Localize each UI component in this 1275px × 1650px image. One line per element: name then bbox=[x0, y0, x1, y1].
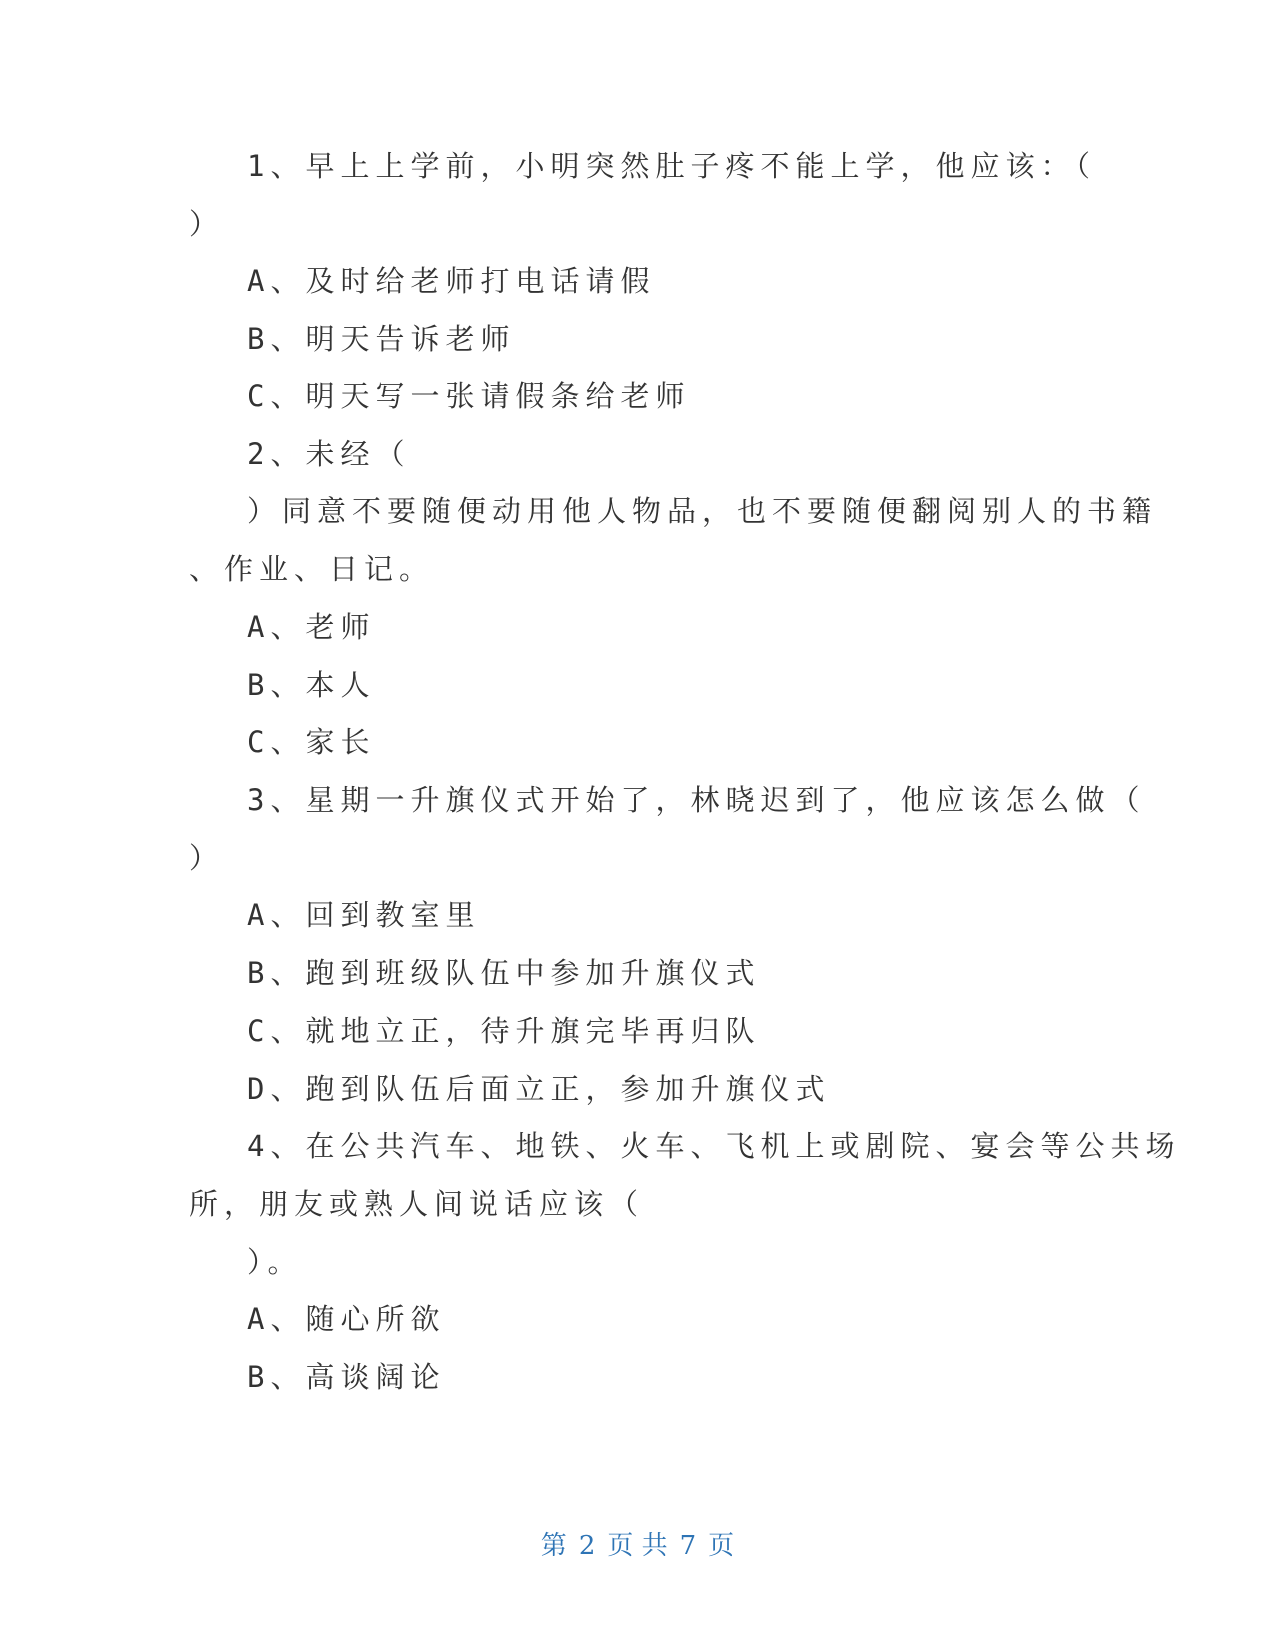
footer-suffix: 页 bbox=[708, 1531, 735, 1561]
question-4-option-a: A、随心所欲 bbox=[247, 1302, 446, 1336]
question-1-text-cont: ） bbox=[189, 207, 225, 241]
question-2-text-cont: ）同意不要随便动用他人物品，也不要随便翻阅别人的书籍 bbox=[247, 494, 1158, 528]
footer-current-page: 2 bbox=[578, 1531, 596, 1561]
question-2-text-cont-2: 、作业、日记。 bbox=[189, 552, 435, 586]
question-4-option-b: B、高谈阔论 bbox=[247, 1360, 446, 1394]
question-2-option-c: C、家长 bbox=[247, 725, 376, 759]
question-3-option-c: C、就地立正，待升旗完毕再归队 bbox=[247, 1014, 761, 1048]
question-1-text: 1、早上上学前，小明突然肚子疼不能上学，他应该：（ bbox=[247, 149, 1096, 183]
question-1-option-c: C、明天写一张请假条给老师 bbox=[247, 379, 691, 413]
question-2-option-b: B、本人 bbox=[247, 668, 376, 702]
question-3-option-b: B、跑到班级队伍中参加升旗仪式 bbox=[247, 956, 761, 990]
question-3-option-d: D、跑到队伍后面立正，参加升旗仪式 bbox=[247, 1072, 831, 1106]
page-number-footer bbox=[0, 1529, 1275, 1563]
question-3-option-a: A、回到教室里 bbox=[247, 898, 481, 932]
question-3-text: 3、星期一升旗仪式开始了，林晓迟到了，他应该怎么做（ bbox=[247, 783, 1146, 817]
question-1-option-a: A、及时给老师打电话请假 bbox=[247, 264, 656, 298]
footer-middle: 页 共 bbox=[607, 1531, 668, 1561]
question-4-text: 4、在公共汽车、地铁、火车、飞机上或剧院、宴会等公共场 bbox=[247, 1129, 1181, 1163]
question-1-option-b: B、明天告诉老师 bbox=[247, 322, 516, 356]
question-4-text-cont-2: ）。 bbox=[247, 1245, 303, 1279]
footer-total-pages: 7 bbox=[679, 1531, 697, 1561]
question-3-text-cont: ） bbox=[189, 841, 225, 875]
question-2-text: 2、未经（ bbox=[247, 437, 411, 471]
question-4-text-cont: 所，朋友或熟人间说话应该（ bbox=[189, 1187, 645, 1221]
footer-prefix: 第 bbox=[540, 1531, 567, 1561]
question-2-option-a: A、老师 bbox=[247, 610, 376, 644]
